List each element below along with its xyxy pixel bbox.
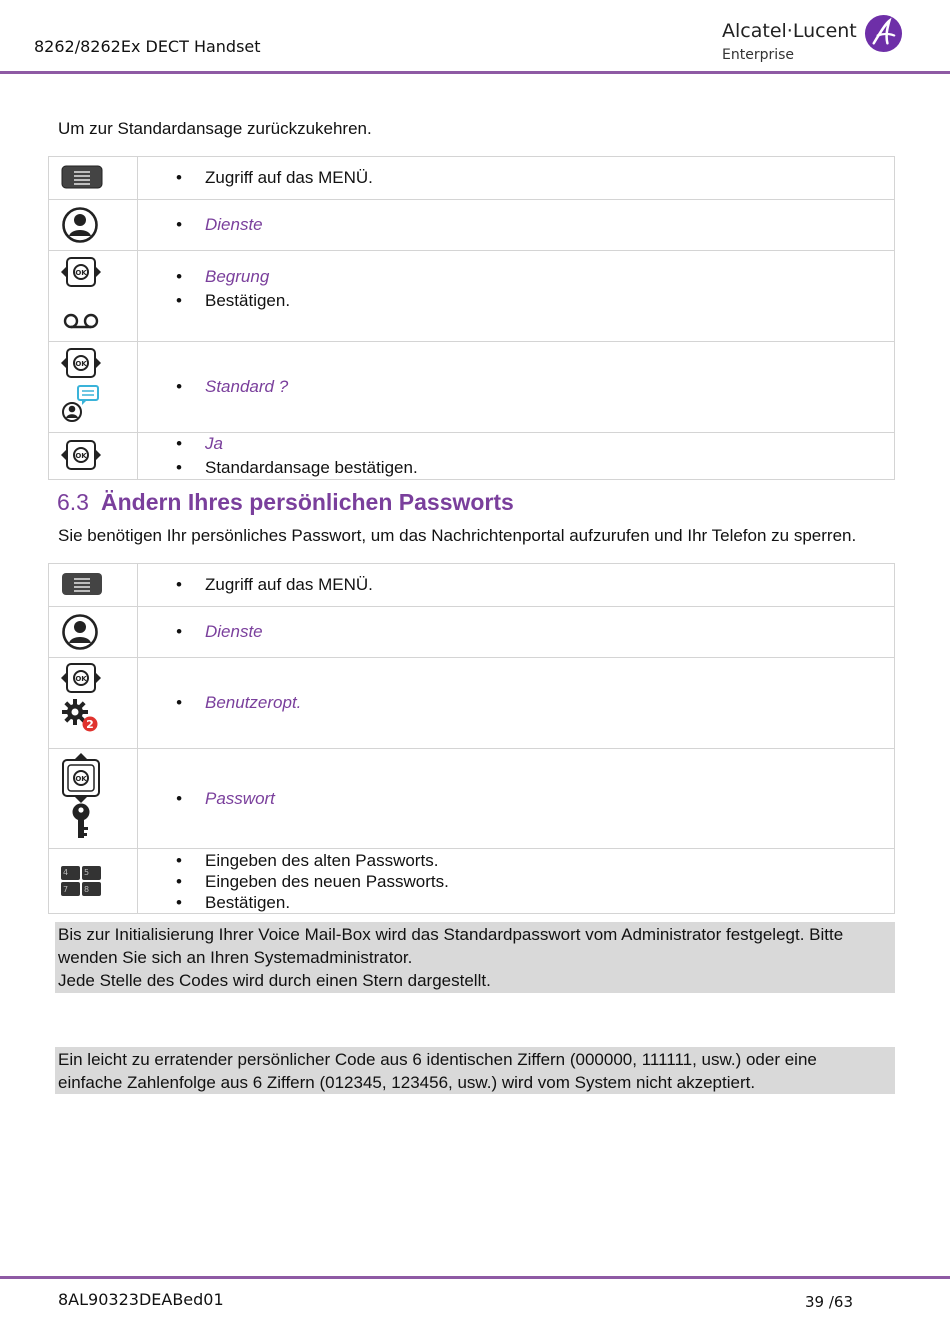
table-row [49,849,895,914]
step-menu-access: • Zugriff auf das MENÜ. [205,574,894,596]
note-line: Jede Stelle des Codes wird durch einen Stern dargestellt. [58,971,491,990]
table-row [49,433,895,480]
step-enter-old-password: • Eingeben des alten Passworts. [205,850,894,871]
note-line: Ein leicht zu erratender persönlicher Code aus 6 identischen Ziffern (000000, 111111, usw.) oder eine [58,1050,817,1069]
table-row [49,157,895,200]
section-number: 6.3 [57,489,89,515]
footer-rule [0,1276,950,1279]
user-icon [62,614,98,650]
user-icon [62,207,98,243]
step-confirm-standard: • Standardansage bestätigen. [205,457,894,479]
svg-text:8: 8 [84,885,90,894]
settings-gear-icon [61,698,101,734]
page-number: 39 /63 [805,1293,853,1311]
navigator-ok-icon [61,257,101,287]
navigator-ok-icon [61,663,101,693]
svg-text:OK: OK [75,675,87,683]
keypad-icon [60,865,102,897]
table-row [49,607,895,658]
message-user-icon [61,384,101,424]
step-dienste: • Dienste [205,214,894,236]
intro-text: Um zur Standardansage zurückzukehren. [58,119,372,138]
section-intro-text: Sie benötigen Ihr persönliches Passwort, um das Nachrichtenportal aufzurufen und Ihr Telefon zu sperren. [58,526,857,545]
steps-table-change-password [48,563,895,914]
step-confirm: • Bestätigen. [205,290,894,312]
step-menu-access: • Zugriff auf das MENÜ. [205,167,894,189]
svg-text:2: 2 [86,718,94,731]
document-title: 8262/8262Ex DECT Handset [34,37,261,56]
navigator-up-down-icon [60,753,102,803]
svg-text:OK: OK [75,452,87,460]
table-row [49,749,895,849]
menu-key-icon [61,165,103,189]
note-line: einfache Zahlenfolge aus 6 Ziffern (012345, 123456, usw.) wird vom System nicht akzeptiert. [58,1073,756,1092]
step-begrung: • Begrung [205,266,894,288]
note-line: Bis zur Initialisierung Ihrer Voice Mail-Box wird das Standardpasswort vom Administrator festgelegt. Bitte [58,925,844,944]
step-dienste: • Dienste [205,621,894,643]
header-rule [0,71,950,74]
note-default-password [55,922,895,993]
alcatel-lucent-logo-icon [864,14,903,53]
key-icon [69,803,93,841]
table-row [49,342,895,433]
section-heading [57,489,514,516]
document-reference: 8AL90323DEABed01 [58,1290,224,1309]
steps-table-standard-greeting [48,156,895,480]
svg-text:OK: OK [75,775,87,783]
note-code-rules [55,1047,895,1094]
voicemail-icon [63,313,99,329]
step-ja: • Ja [205,433,894,455]
step-enter-new-password: • Eingeben des neuen Passworts. [205,871,894,892]
navigator-ok-icon [61,348,101,378]
svg-text:4: 4 [63,868,69,877]
table-row [49,200,895,251]
table-row [49,251,895,342]
svg-text:OK: OK [75,360,87,368]
svg-text:OK: OK [75,269,87,277]
navigator-ok-icon [61,440,101,470]
brand-subtitle: Enterprise [722,47,795,63]
section-title: Ändern Ihres persönlichen Passworts [100,489,514,515]
svg-text:5: 5 [84,868,90,877]
brand-logo [722,14,912,66]
table-row [49,658,895,749]
step-passwort: • Passwort [205,788,894,810]
note-line: wenden Sie sich an Ihren Systemadministrator. [58,948,413,967]
table-row [49,564,895,607]
step-confirm: • Bestätigen. [205,892,894,913]
menu-key-icon [61,572,103,596]
svg-text:7: 7 [63,885,69,894]
step-standard: • Standard ? [205,376,894,398]
brand-name: Alcatel·Lucent [722,20,857,42]
step-benutzeropt: • Benutzeropt. [205,692,894,714]
